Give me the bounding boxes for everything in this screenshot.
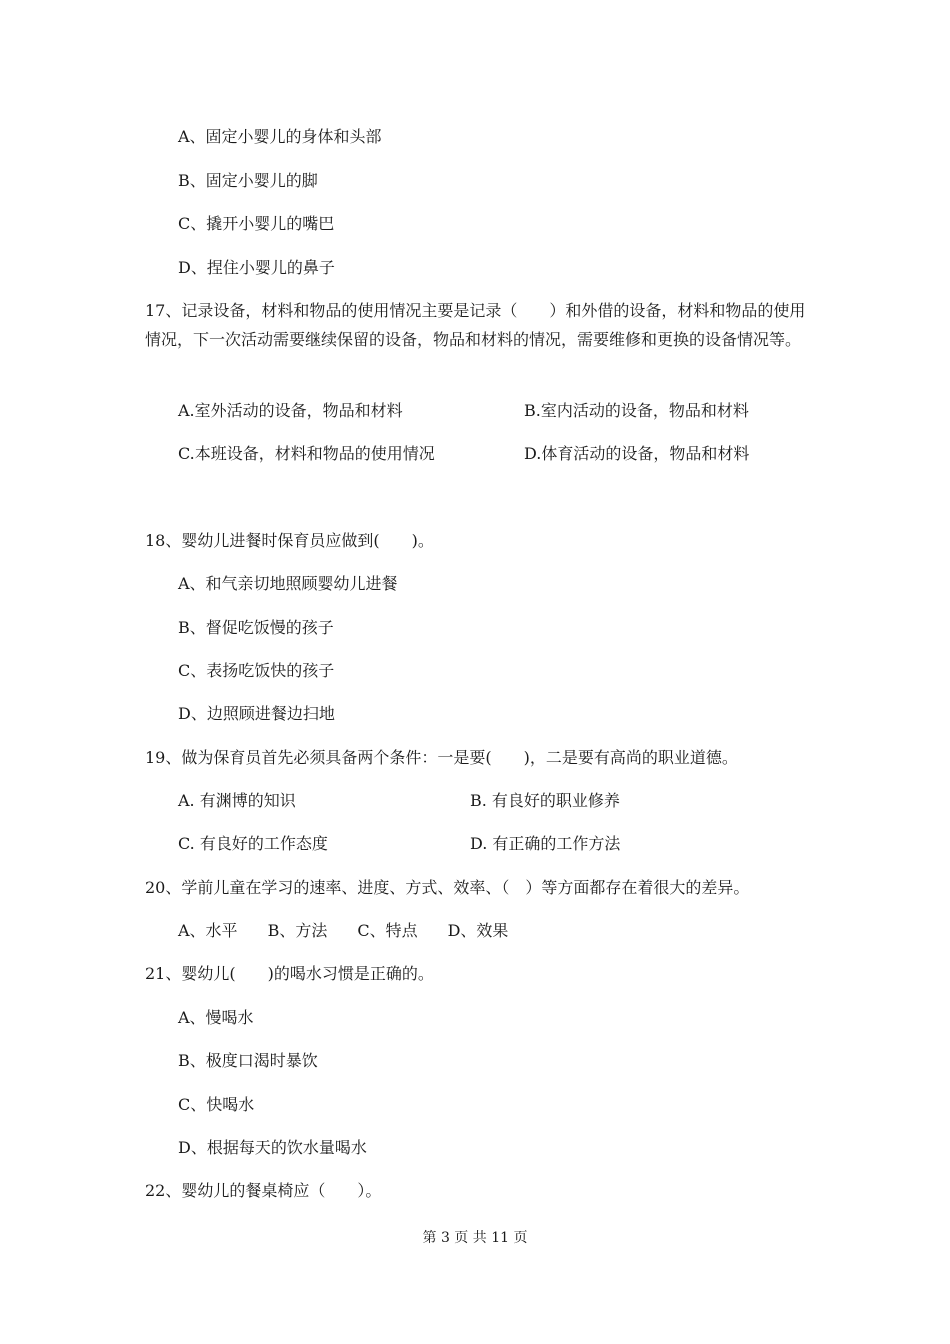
q17-option-b: B.室内活动的设备，物品和材料 — [524, 401, 749, 420]
q21-option-b: B、极度口渴时暴饮 — [178, 1051, 318, 1070]
q17-option-d: D.体育活动的设备，物品和材料 — [524, 444, 750, 463]
q20-option-b: B、方法 — [267, 921, 328, 940]
q22-stem: 22、婴幼儿的餐桌椅应（ ）。 — [145, 1181, 382, 1200]
q16-option-d: D、捏住小婴儿的鼻子 — [178, 258, 335, 277]
q18-stem: 18、婴幼儿进餐时保育员应做到( )。 — [145, 531, 434, 550]
q19-option-b: B. 有良好的职业修养 — [470, 791, 620, 810]
q17-stem: 17、记录设备，材料和物品的使用情况主要是记录（ ）和外借的设备，材料和物品的使用情况，下一次活动需要继续保留的设备，物品和材料的情况，需要维修和更换的设备情况等。 — [145, 301, 806, 349]
q21-option-d: D、根据每天的饮水量喝水 — [178, 1138, 367, 1157]
q18-option-a: A、和气亲切地照顾婴幼儿进餐 — [178, 574, 398, 593]
q21-option-c: C、快喝水 — [178, 1095, 255, 1114]
q19-option-d: D. 有正确的工作方法 — [470, 834, 621, 853]
q18-option-d: D、边照顾进餐边扫地 — [178, 704, 335, 723]
q19-option-c: C. 有良好的工作态度 — [178, 834, 328, 853]
q20-option-d: D、效果 — [447, 921, 509, 940]
q16-option-a: A、固定小婴儿的身体和头部 — [178, 127, 382, 146]
q16-option-c: C、撬开小婴儿的嘴巴 — [178, 214, 335, 233]
q16-option-b: B、固定小婴儿的脚 — [178, 171, 318, 190]
q17-option-c: C.本班设备，材料和物品的使用情况 — [178, 444, 435, 463]
q18-option-c: C、表扬吃饭快的孩子 — [178, 661, 335, 680]
q20-option-c: C、特点 — [357, 921, 418, 940]
q19-stem: 19、做为保育员首先必须具备两个条件：一是要( )，二是要有高尚的职业道德。 — [145, 748, 738, 767]
page-number-footer: 第 3 页 共 11 页 — [422, 1230, 528, 1246]
q17-option-a: A.室外活动的设备，物品和材料 — [178, 401, 403, 420]
q18-option-b: B、督促吃饭慢的孩子 — [178, 618, 334, 637]
q20-options-row — [178, 921, 538, 941]
q19-option-a: A. 有渊博的知识 — [178, 791, 296, 810]
q21-stem: 21、婴幼儿( )的喝水习惯是正确的。 — [145, 964, 434, 983]
q20-option-a: A、水平 — [178, 921, 238, 940]
q20-stem: 20、学前儿童在学习的速率、进度、方式、效率、（ ）等方面都存在着很大的差异。 — [145, 878, 750, 897]
q21-option-a: A、慢喝水 — [178, 1008, 254, 1027]
